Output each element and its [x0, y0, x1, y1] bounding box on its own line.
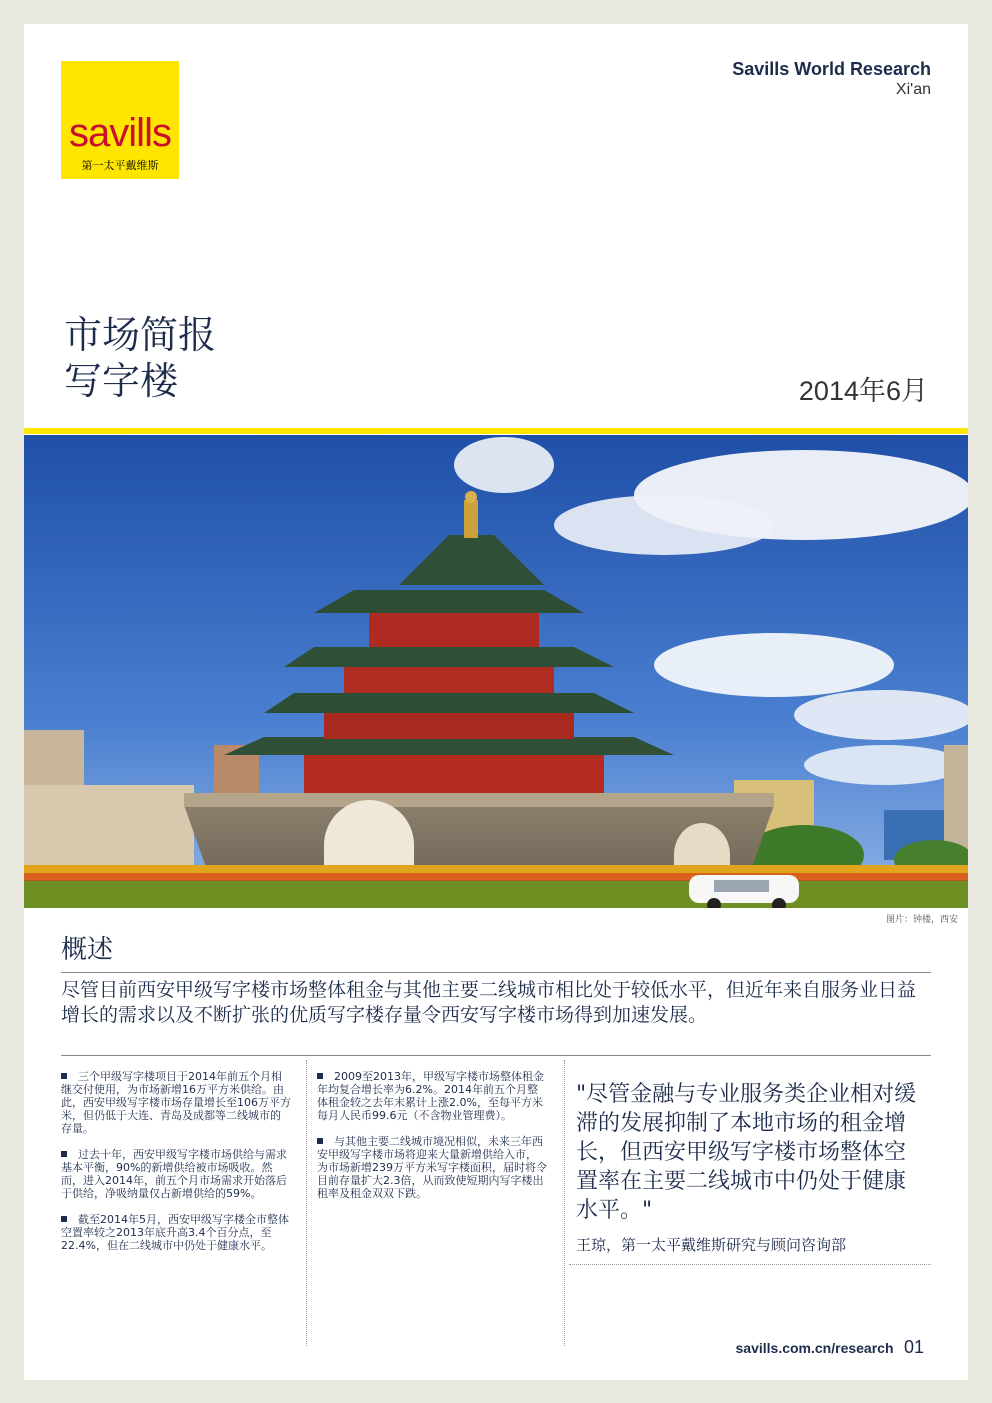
savills-logo: [61, 61, 179, 179]
bullets-left-column: [61, 1070, 291, 1265]
bullet-text: 过去十年，西安甲级写字楼市场供给与需求基本平衡，90%的新增供给被市场吸收。然而，进入2014年，前五个月市场需求开始落后于供给，净吸纳量仅占新增供给的59%。: [61, 1148, 287, 1200]
brand-city: Xi'an: [895, 81, 931, 98]
report-title: [64, 312, 216, 404]
column-separator: [306, 1060, 307, 1346]
report-title-line1: 市场简报: [64, 313, 217, 357]
report-date: 2014年6月: [798, 376, 928, 406]
bell-tower-photo: [24, 435, 968, 908]
yellow-divider: [24, 428, 968, 434]
pull-quote: "尽管金融与专业服务类企业相对缓滞的发展抑制了本地市场的租金增长，但西安甲级写字楼市场整体空置率在主要二线城市中仍处于健康水平。": [576, 1082, 917, 1223]
column-separator: [564, 1060, 565, 1346]
bullet-text: 2009至2013年，甲级写字楼市场整体租金年均复合增长率为6.2%。2014年前五个月整体租金较之去年末累计上涨2.0%，至每平方米每月人民币99.6元（不含物业管理费）。: [317, 1070, 544, 1122]
logo-chinese-name: 第一太平戴维斯: [81, 159, 159, 172]
bullet-square-icon: [317, 1138, 323, 1144]
divider-top: [61, 972, 931, 973]
bullet-square-icon: [61, 1216, 67, 1222]
footer: [736, 1337, 924, 1358]
brand-title: Savills World Research: [732, 59, 931, 79]
bullets-middle-column: [317, 1070, 547, 1213]
bullet-text: 与其他主要二线城市境况相似，未来三年西安甲级写字楼市场将迎来大量新增供给入市，为市场新增239万平方米写字楼面积，届时将令目前存量扩大2.3倍，从而致使短期内写字楼出租率及租金双双下跌。: [317, 1135, 547, 1200]
bullet-item: [61, 1213, 291, 1252]
bullet-item: [61, 1070, 291, 1135]
bullet-square-icon: [61, 1073, 67, 1079]
logo-wordmark: savills: [69, 111, 171, 155]
section-title-overview: 概述: [61, 935, 114, 965]
bullet-item: [61, 1148, 291, 1200]
bullet-text: 三个甲级写字楼项目于2014年前五个月相继交付使用，为市场新增16万平方米供给。由此，西安甲级写字楼市场存量增长至106万平方米，但仍低于大连、青岛及成都等二线城市的存量。: [61, 1070, 291, 1135]
bullet-item: [317, 1070, 547, 1122]
brand-header: [732, 58, 931, 100]
overview-summary: 尽管目前西安甲级写字楼市场整体租金与其他主要二线城市相比处于较低水平，但近年来自服务业日益增长的需求以及不断扩张的优质写字楼存量令西安写字楼市场得到加速发展。: [61, 979, 917, 1026]
quote-divider: [569, 1264, 931, 1266]
page-number: 01: [903, 1337, 924, 1357]
bullet-text: 截至2014年5月，西安甲级写字楼全市整体空置率较之2013年底升高3.4个百分点，至22.4%，但在二线城市中仍处于健康水平。: [61, 1213, 289, 1252]
bullet-square-icon: [317, 1073, 323, 1079]
footer-url[interactable]: savills.com.cn/research: [735, 1340, 894, 1356]
photo-caption: 图片：钟楼，西安: [885, 915, 958, 925]
quote-author: 王琼，第一太平戴维斯研究与顾问咨询部: [576, 1236, 847, 1254]
bullet-item: [317, 1135, 547, 1200]
report-title-line2: 写字楼: [64, 359, 179, 403]
bullet-square-icon: [61, 1151, 67, 1157]
page: [24, 24, 968, 1380]
divider-bottom: [61, 1055, 931, 1056]
